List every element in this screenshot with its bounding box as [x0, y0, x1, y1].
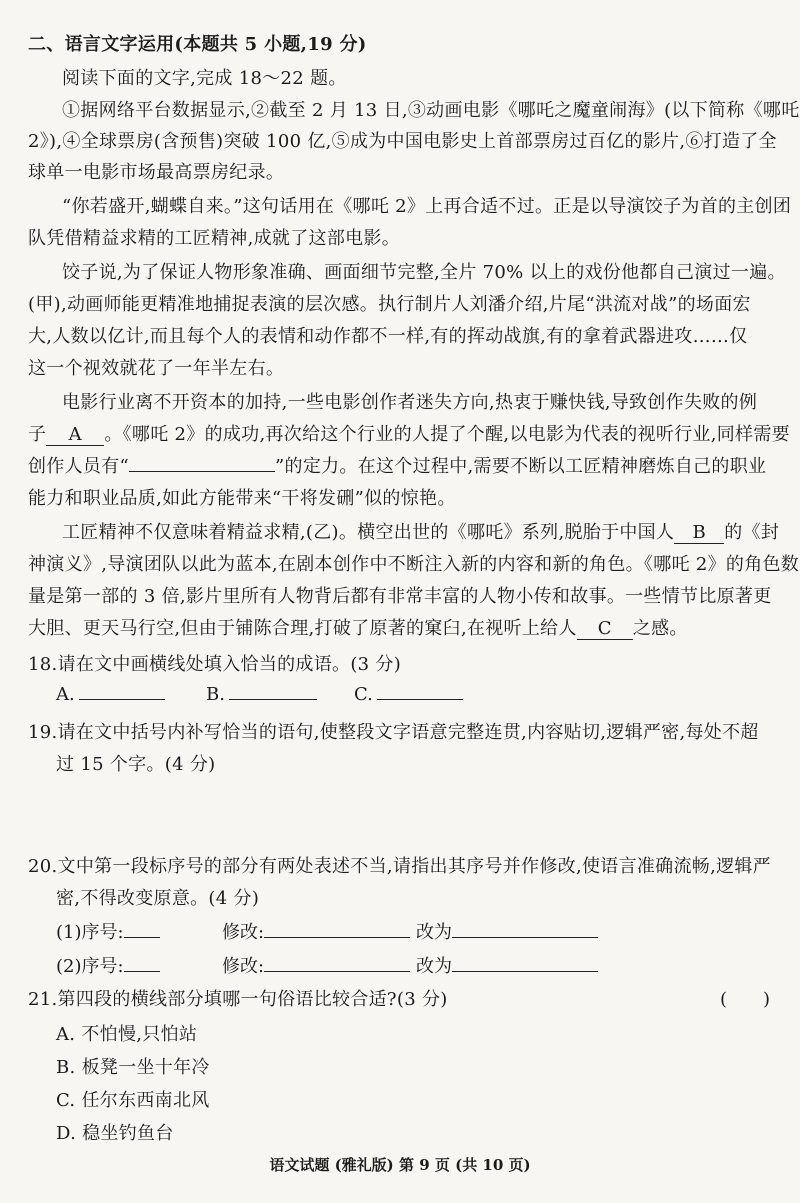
para5-line2: 神演义》,导演团队以此为蓝本,在剧本创作中不断注入新的内容和新的角色。《哪吒 2》的角色数 [28, 554, 800, 575]
para5-line3: 量是第一部的 3 倍,影片里所有人物背后都有非常丰富的人物小传和故事。一些情节比原著更 [28, 586, 772, 607]
para1-line3: 球单一电影市场最高票房纪录。 [28, 162, 285, 183]
para5-line4: 大胆、更天马行空,但由于铺陈合理,打破了原著的窠臼,在视听上给人 C 之感。 [28, 618, 688, 639]
q21-stem: 21.第四段的横线部分填哪一句俗语比较合适?(3 分) [28, 989, 448, 1010]
q20-line1: 20.文中第一段标序号的部分有两处表述不当,请指出其序号并作修改,使语言准确流畅,逻辑严 [28, 856, 771, 877]
q21-answer-bracket[interactable]: ( ) [720, 989, 771, 1010]
q20-row1-mod: 修改: [222, 918, 410, 944]
q18-blank-c[interactable] [377, 699, 463, 700]
para2-line1: “你若盛开,蝴蝶自来。”这句话用在《哪吒 2》上再合适不过。正是以导演饺子为首的主创团 [62, 196, 792, 217]
para3-line3: 大,人数以亿计,而且每个人的表情和动作都不一样,有的挥动战旗,有的拿着武器进攻……仅 [28, 326, 748, 347]
q20-row1-mod-blank[interactable] [264, 937, 410, 938]
q18-blank-b[interactable] [229, 699, 317, 700]
q20-row2-to-blank[interactable] [452, 971, 598, 972]
blank-a[interactable]: A [46, 424, 104, 446]
para1-line1: ①据网络平台数据显示,②截至 2 月 13 日,③动画电影《哪吒之魔童闹海》(以下简称《哪吒 [62, 100, 800, 121]
q20-row2-no: (2)序号: [56, 952, 160, 978]
q20-row2-mod: 修改: [222, 952, 410, 978]
para1-line2: 2》),④全球票房(含预售)突破 100 亿,⑤成为中国电影史上首部票房过百亿的影片,⑥打造了全 [28, 131, 777, 152]
reading-instruction: 阅读下面的文字,完成 18～22 题。 [62, 68, 347, 89]
q21-option-d[interactable]: D. 稳坐钓鱼台 [56, 1123, 174, 1144]
blank-c[interactable]: C [577, 618, 633, 640]
para5-line1: 工匠精神不仅意味着精益求精,(乙)。横空出世的《哪吒》系列,脱胎于中国人 B 的《封 [62, 522, 780, 543]
q20-row1-no: (1)序号: [56, 918, 160, 944]
q19-line1: 19.请在文中括号内补写恰当的语句,使整段文字语意完整连贯,内容贴切,逻辑严密,每处不超 [28, 722, 759, 743]
q18-answer-c: C. [354, 684, 463, 705]
q21-option-b[interactable]: B. 板凳一坐十年冷 [56, 1057, 210, 1078]
proverb-blank[interactable] [129, 471, 275, 472]
para4-line1: 电影行业离不开资本的加持,一些电影创作者迷失方向,热衷于赚快钱,导致创作失败的例 [62, 392, 758, 413]
para4-line2: 子 A 。《哪吒 2》的成功,再次给这个行业的人提了个醒,以电影为代表的视听行业,同样需要 [28, 424, 790, 445]
q18-blank-a[interactable] [79, 699, 165, 700]
para3-line2: (甲),动画师能更精准地捕捉表演的层次感。执行制片人刘潘介绍,片尾“洪流对战”的场面宏 [28, 294, 751, 315]
q18-stem: 18.请在文中画横线处填入恰当的成语。(3 分) [28, 654, 402, 675]
q20-row1-to-blank[interactable] [452, 937, 598, 938]
q21-option-a[interactable]: A. 不怕慢,只怕站 [56, 1024, 198, 1045]
para4-line3: 创作人员有“ ”的定力。在这个过程中,需要不断以工匠精神磨炼自己的职业 [28, 456, 767, 477]
para2-line2: 队凭借精益求精的工匠精神,成就了这部电影。 [28, 228, 401, 249]
q20-row2-to: 改为 [416, 952, 598, 978]
q20-row2-mod-blank[interactable] [264, 971, 410, 972]
blank-b[interactable]: B [674, 522, 724, 544]
page-footer: 语文试题 (雅礼版) 第 9 页 (共 10 页) [269, 1156, 531, 1174]
q19-line2: 过 15 个字。(4 分) [56, 754, 216, 775]
para4-line4: 能力和职业品质,如此方能带来“干将发硎”似的惊艳。 [28, 488, 456, 509]
para3-line1: 饺子说,为了保证人物形象准确、画面细节完整,全片 70% 以上的戏份他都自己演过一遍。 [62, 262, 786, 283]
q18-answer-b: B. [206, 684, 317, 705]
q20-row2-no-blank[interactable] [124, 971, 160, 972]
q18-answer-a: A. [56, 684, 165, 705]
q20-line2: 密,不得改变原意。(4 分) [56, 888, 260, 909]
q20-row1-no-blank[interactable] [124, 937, 160, 938]
q20-row1-to: 改为 [416, 918, 598, 944]
section-title: 二、语言文字运用(本题共 5 小题,19 分) [28, 34, 367, 55]
q21-option-c[interactable]: C. 任尔东西南北风 [56, 1090, 210, 1111]
para3-line4: 这一个视效就花了一年半左右。 [28, 358, 285, 379]
